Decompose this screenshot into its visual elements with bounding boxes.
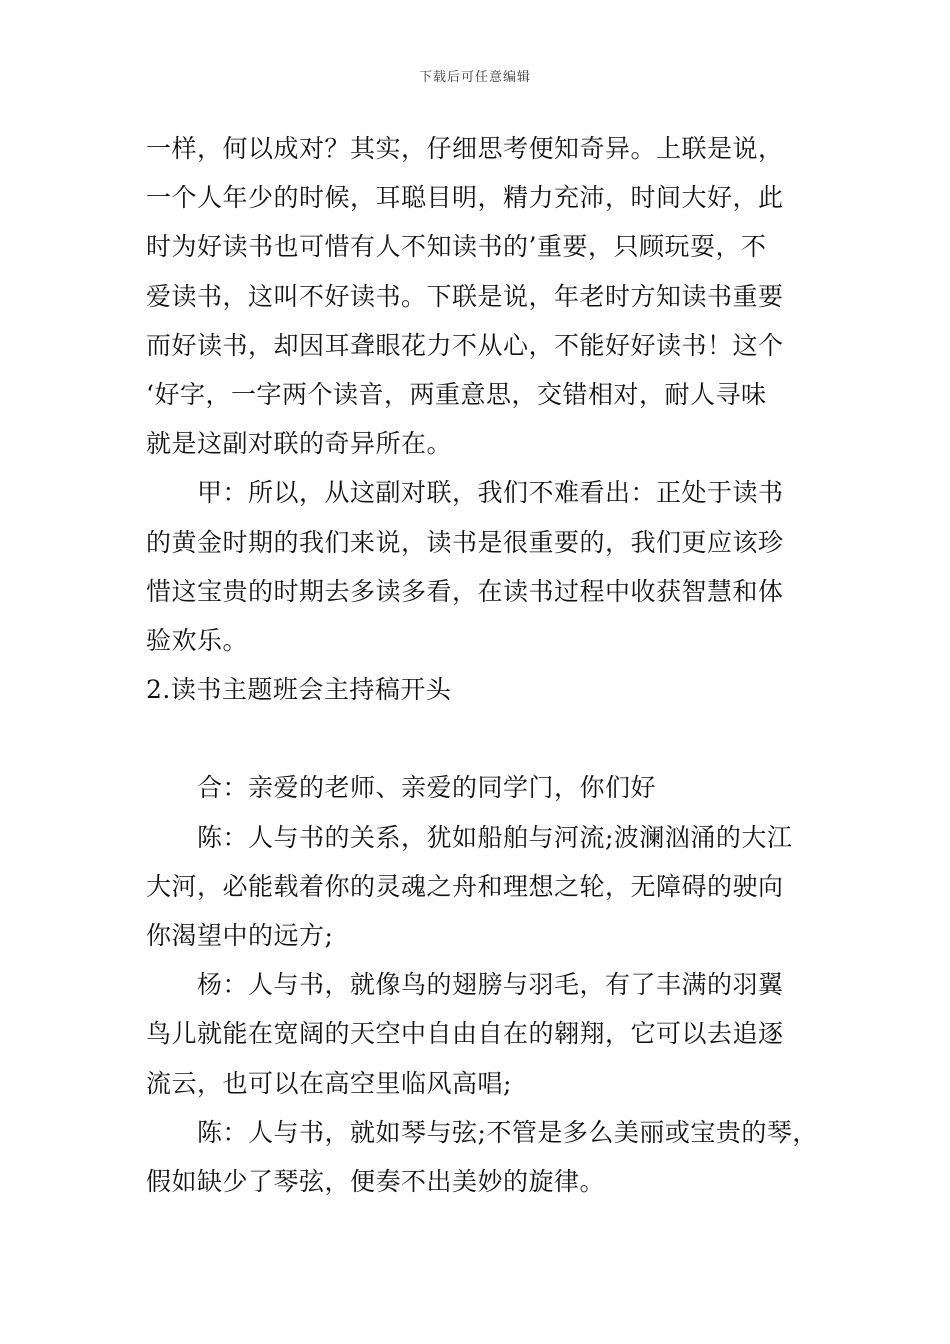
text-line: 惜这宝贵的时期去多读多看，在读书过程中收获智慧和体 [146, 576, 784, 606]
text-line: 流云，也可以在高空里临风高唱; [146, 1068, 512, 1098]
text-line: 杨：人与书，就像鸟的翅膀与羽毛，有了丰满的羽翼 [146, 970, 784, 1000]
section-heading: 2.读书主题班会主持稿开头 [146, 675, 452, 705]
text-line: 的黄金时期的我们来说，读书是很重要的，我们更应该珍 [146, 527, 784, 557]
text-line: 就是这副对联的奇异所在。 [146, 429, 453, 459]
text-line: 鸟儿就能在宽阔的天空中自由自在的翱翔，它可以去追逐 [146, 1019, 784, 1049]
text-line: 假如缺少了琴弦，便奏不出美妙的旋律。 [146, 1166, 606, 1196]
text-line: 甲：所以，从这副对联，我们不难看出：正处于读书 [146, 478, 784, 508]
text-line: 大河，必能载着你的灵魂之舟和理想之轮，无障碍的驶向 [146, 871, 784, 901]
page-header: 下载后可任意编辑 [418, 70, 531, 85]
text-line: 一样，何以成对？其实，仔细思考便知奇异。上联是说， [146, 134, 784, 163]
text-line: 时为好读书也可惜有人不知读书的’重要，只顾玩耍，不 [146, 232, 767, 262]
document-body [146, 124, 836, 1206]
text-line: 而好读书，却因耳聋眼花力不从心，不能好好读书！这个 [146, 330, 784, 360]
text-line: ‘好字，一字两个读音，两重意思，交错相对，耐人寻味 [146, 379, 767, 409]
text-line: 陈：人与书的关系，犹如船舶与河流;波澜汹涌的大江 [146, 822, 793, 852]
text-line: 爱读书，这叫不好读书。下联是说，年老时方知读书重要 [146, 281, 784, 311]
text-line: 陈：人与书，就如琴与弦;不管是多么美丽或宝贵的琴， [146, 1117, 818, 1147]
text-line: 验欢乐。 [146, 625, 249, 655]
text-line: 你渴望中的远方; [146, 921, 334, 950]
blank-line [146, 714, 836, 763]
text-line: 合：亲爱的老师、亲爱的同学门，你们好 [146, 773, 657, 803]
text-line: 一个人年少的时候，耳聪目明，精力充沛，时间大好，此 [146, 183, 784, 213]
